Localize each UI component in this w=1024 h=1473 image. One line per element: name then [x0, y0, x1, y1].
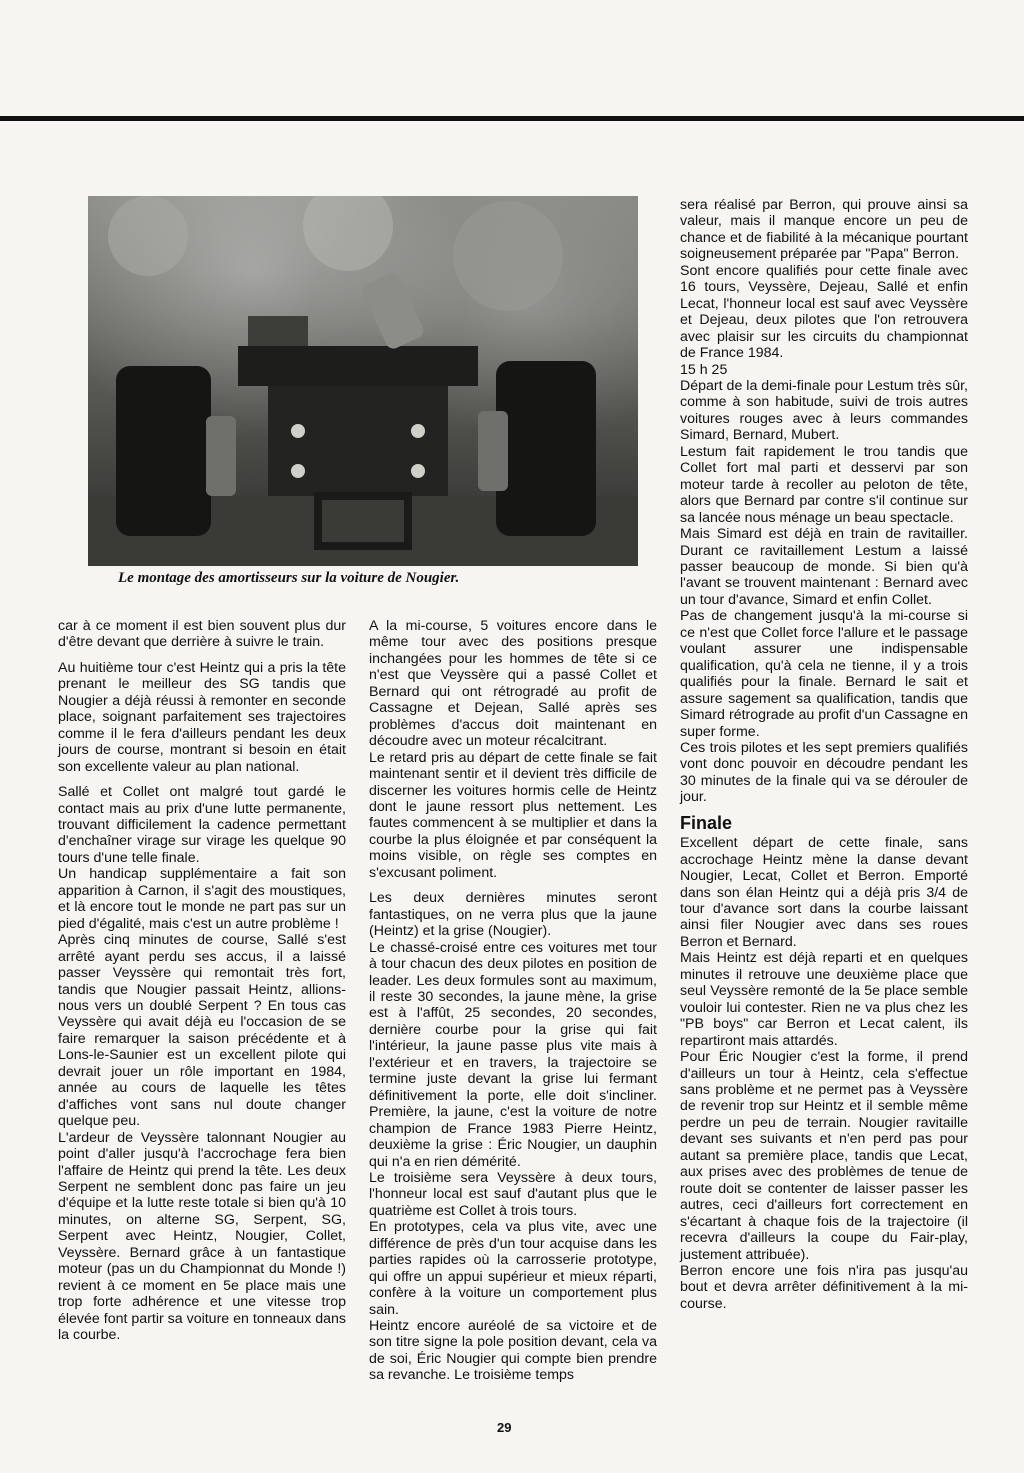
paragraph: Les deux dernières minutes seront fantastiques, on ne verra plus que la jaune (Heintz) et la grise (Nougier).: [369, 890, 657, 940]
column-right: [680, 197, 968, 1321]
paragraph: Berron encore une fois n'ira pas jusqu'au bout et devra arrêter définitivement à la mi-course.: [680, 1263, 968, 1312]
paragraph: Au huitième tour c'est Heintz qui a pris la tête prenant le meilleur des SG tandis que Nougier a déjà réussi à remonter en seconde place, soignant parfaitement ses trajectoires comme il le fera d'ailleurs pendant les deux jours de course, montrant si besoin en était son excellente valeur au plan national.: [58, 659, 346, 775]
top-rule: [0, 116, 1024, 121]
section-heading: Finale: [680, 812, 733, 833]
right-wheel-shape: [496, 361, 596, 536]
paragraph: Heintz encore auréolé de sa victoire et de son titre signe la pole position devant, cela va de soi, Éric Nougier qui compte bien prendre sa revanche. Le troisième temps: [369, 1318, 657, 1384]
paragraph: Le troisième sera Veyssère à deux tours, l'honneur local est sauf d'autant plus que le quatrième est Collet à trois tours.: [369, 1169, 657, 1219]
paragraph: sera réalisé par Berron, qui prouve ainsi sa valeur, mais il manque encore un peu de chance et de fiabilité à la mécanique pourtant soigneusement préparée par "Papa" Berron.: [680, 197, 968, 263]
paragraph: Mais Heintz est déjà reparti et en quelques minutes il retrouve une deuxième place que seul Veyssère remonté de la 5e place semble vouloir lui contester. Rien ne va plus chez les "PB boys" car Berron et Lecat calent, ils repartiront mais attardés.: [680, 950, 968, 1049]
car-photo: [88, 196, 638, 566]
paragraph: Après cinq minutes de course, Sallé s'est arrêté ayant perdu ses accus, il a laissé passer Veyssère qui remontait très fort, tandis que Nougier passait Heintz, allions-nous vers un doublé Serpent ? En tous cas Veyssère qui avait déjà eu l'occasion de se faire remarquer la saison précédente et à Lons-le-Saunier est un excellent pilote qui devrait jouer un rôle important en 1984, année au cours de laquelle les têtes d'affiches vont sans nul doute changer quelque peu.: [58, 932, 346, 1130]
paragraph: Excellent départ de cette finale, sans accrochage Heintz mène la danse devant Nougier, Lecat, Collet et Berron. Emporté dans son élan Heintz qui a déjà pris 3/4 de tour d'avance sort dans la courbe laissant ainsi filer Nougier avec dans ses roues Berron et Bernard.: [680, 835, 968, 950]
car-illustration: [88, 196, 638, 566]
paragraph: En prototypes, cela va plus vite, avec une différence de près d'un tour acquise dans les parties rapides où la carrosserie prototype, qui offre un appui supérieur et mieux réparti, confère à la voiture un comportement plus sain.: [369, 1219, 657, 1318]
paragraph: L'ardeur de Veyssère talonnant Nougier au point d'aller jusqu'à l'accrochage fera bien l'affaire de Heintz qui prend la tête. Les deux Serpent ne semblent donc pas faire un jeu d'équipe et la lutte reste totale si bien qu'à 10 minutes, on alterne SG, Serpent, SG, Serpent avec Heintz, Nougier, Collet, Veyssère. Bernard grâce à un fantastique moteur (pas un du Championnat du Monde !) revient à ce moment en 5e place mais une trop forte adhérence et une vitesse trop élevée font partir sa voiture en tonneaux dans la courbe.: [58, 1129, 346, 1344]
column-left: [58, 618, 346, 1352]
paragraph: Mais Simard est déjà en train de ravitailler. Durant ce ravitaillement Lestum a laissé passer beaucoup de monde. Si bien qu'à l'avant se trouvent maintenant : Bernard avec un tour d'avance, Simard et enfin Collet.: [680, 526, 968, 608]
paragraph: Pour Éric Nougier c'est la forme, il prend d'ailleurs un tour à Heintz, cela s'effectue sans problème et ne permet pas à Veyssère de revenir trop sur Heintz et il semble même perdre un peu de terrain. Nougier ravitaille devant ses suivants et n'en perd pas pour autant sa première place, tandis que Lecat, aux prises avec des problèmes de tenue de route doit se contenter de laisser passer les autres, ceci d'ailleurs fort correctement en s'écartant à chaque fois de la trajectoire (il recevra d'ailleurs la coupe du Fair-play, justement attribuée).: [680, 1049, 968, 1263]
photo-caption: Le montage des amortisseurs sur la voiture de Nougier.: [118, 570, 460, 586]
paragraph: A la mi-course, 5 voitures encore dans le même tour avec des positions presque inchangées pour les hommes de tête si ce n'est que Veyssère qui a passé Collet et Bernard qui ont rétrogradé au profit de Cassagne et Dejean, Sallé après ses problèmes d'accus doit maintenant en découdre avec un moteur récalcitrant.: [369, 618, 657, 750]
paragraph: 15 h 25: [680, 361, 728, 378]
paragraph: Ces trois pilotes et les sept premiers qualifiés vont donc pouvoir en découdre pendant les 30 minutes de la finale qui va se dérouler de jour.: [680, 739, 968, 806]
page-number: 29: [497, 1420, 512, 1435]
paragraph: Départ de la demi-finale pour Lestum très sûr, comme à son habitude, suivi de trois autres voitures rouges avec à leurs commandes Simard, Bernard, Mubert.: [680, 377, 968, 444]
paragraph: Le chassé-croisé entre ces voitures met tour à tour chacun des deux pilotes en position de leader. Les deux formules sont au maximum, il reste 30 secondes, la jaune mène, la grise est à l'affût, 25 secondes, 20 secondes, dernière courbe pour la grise qui fait l'intérieur, la jaune passe plus vite mais à l'extérieur et en travers, la trajectoire se termine juste devant la grise lui fermant définitivement la porte, elle doit s'incliner. Première, la jaune, c'est la voiture de notre champion de France 1983 Pierre Heintz, deuxième la grise : Éric Nougier, un dauphin qui n'a en rien démérité.: [369, 939, 657, 1170]
paragraph: Sallé et Collet ont malgré tout gardé le contact mais au prix d'une lutte permanente, trouvant difficilement la cadence permettant d'enchaîner virage sur virage les quelque 90 tours d'une telle finale.: [58, 784, 346, 866]
paragraph: car à ce moment il est bien souvent plus dur d'être devant que derrière à suivre le train.: [58, 618, 346, 651]
paragraph: Le retard pris au départ de cette finale se fait maintenant sentir et il devient très difficile de discerner les voitures hormis celle de Heintz dont le jaune ressort plus nettement. Les fautes commencent à se multiplier et dans la courbe la plus éloignée et par conséquent la moins visible, on règle ses comptes en s'excusant poliment.: [369, 749, 657, 881]
column-middle: [369, 618, 657, 1393]
paragraph: Sont encore qualifiés pour cette finale avec 16 tours, Veyssère, Dejeau, Sallé et enfin Lecat, l'honneur local est sauf avec Veyssère et Dejeau, deux pilotes que l'on retrouvera avec plaisir sur les circuits du championnat de France 1984.: [680, 262, 968, 362]
paragraph: Pas de changement jusqu'à la mi-course si ce n'est que Collet force l'allure et le passage voulant assurer une indispensable qualification, qu'à cela ne tienne, il y a trois qualifiés pour la finale. Bernard le sait et assure sagement sa qualification, tandis que Simard rétrograde au profit d'un Cassagne en super forme.: [680, 608, 968, 740]
paragraph: Un handicap supplémentaire a fait son apparition à Carnon, il s'agit des moustiques, et là encore tout le monde ne part pas sur un pied d'égalité, mais c'est un autre problème !: [58, 866, 346, 932]
paragraph: Lestum fait rapidement le trou tandis que Collet fort mal parti et desservi par son moteur tarde à recoller au peloton de tête, alors que Bernard par contre s'il continue sur sa lancée nous ménage un beau spectacle.: [680, 443, 968, 526]
left-wheel-shape: [116, 366, 211, 536]
